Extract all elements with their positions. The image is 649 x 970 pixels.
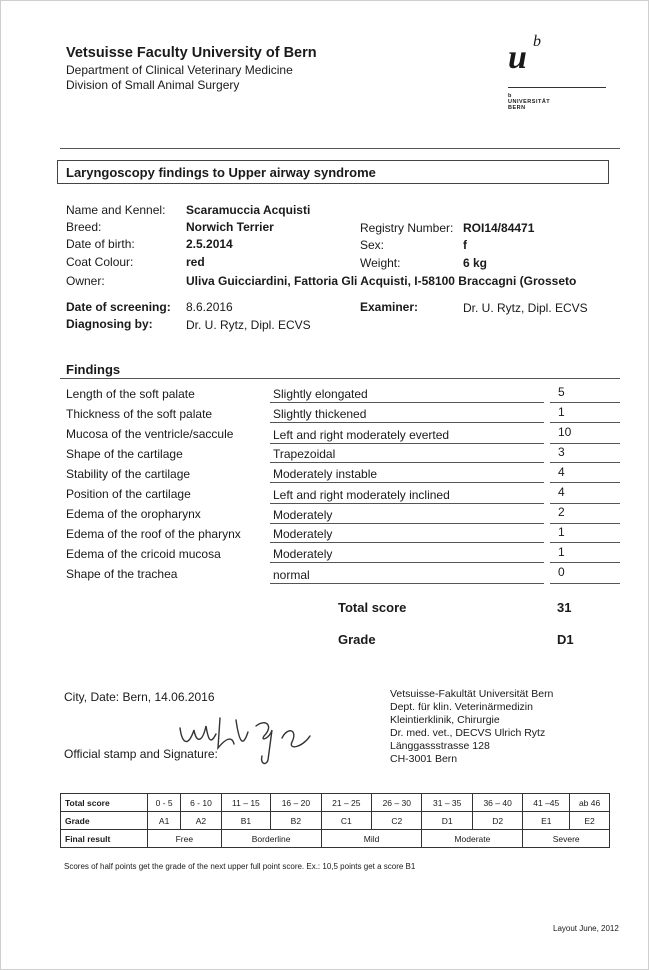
table-cell: 0 - 5 (148, 794, 181, 812)
university-logo (508, 33, 608, 118)
table-cell: Severe (523, 830, 610, 848)
logo-u: u (508, 39, 527, 76)
division-line: Division of Small Animal Surgery (66, 78, 240, 92)
examiner-label: Examiner: (360, 300, 419, 314)
finding-value: Slightly elongated (273, 387, 368, 401)
score-underline (550, 583, 620, 584)
owner-value: Uliva Guicciardini, Fattoria Gli Acquisti, I-58100 Braccagni (Grosseto (186, 274, 577, 288)
stamp-line: CH-3001 Bern (390, 753, 458, 765)
findings-rule (60, 378, 620, 379)
finding-underline (270, 462, 544, 463)
score-underline (550, 482, 620, 483)
finding-score: 4 (558, 465, 565, 479)
table-cell: 41 –45 (523, 794, 570, 812)
finding-value: Moderately (273, 547, 333, 561)
finding-score: 5 (558, 385, 565, 399)
score-underline (550, 462, 620, 463)
grade-value: D1 (557, 632, 574, 647)
finding-underline (270, 503, 544, 504)
table-cell: Free (148, 830, 222, 848)
weight-value: 6 kg (463, 256, 488, 270)
finding-value: Left and right moderately everted (273, 428, 450, 442)
table-cell: D2 (472, 812, 522, 830)
institution-title: Vetsuisse Faculty University of Bern (66, 45, 317, 61)
finding-underline (270, 562, 544, 563)
stamp-line: Dr. med. vet., DECVS Ulrich Rytz (390, 727, 546, 739)
table-cell: 6 - 10 (181, 794, 221, 812)
weight-label: Weight: (360, 256, 401, 270)
finding-score: 10 (558, 425, 572, 439)
table-cell: Total score (61, 794, 148, 812)
finding-value: Moderately (273, 508, 333, 522)
finding-score: 1 (558, 525, 565, 539)
stamp-block (390, 688, 553, 766)
name-label: Name and Kennel: (66, 203, 166, 217)
grading-note: Scores of half points get the grade of the next upper full point score. Ex.: 10,5 points get a score B1 (64, 862, 416, 871)
table-row (61, 830, 610, 848)
table-cell: C2 (372, 812, 422, 830)
stamp-line: Länggassstrasse 128 (390, 740, 490, 752)
logo-rule (508, 87, 606, 88)
score-underline (550, 523, 620, 524)
coat-label: Coat Colour: (66, 255, 134, 269)
table-row (61, 812, 610, 830)
grade-table (60, 793, 610, 848)
finding-value: Moderately (273, 527, 333, 541)
breed-label: Breed: (66, 220, 102, 234)
table-cell: B2 (271, 812, 321, 830)
finding-label: Edema of the roof of the pharynx (66, 527, 241, 541)
city-date: City, Date: Bern, 14.06.2016 (64, 690, 215, 704)
sex-label: Sex: (360, 238, 385, 252)
finding-label: Edema of the cricoid mucosa (66, 547, 221, 561)
table-cell: E1 (523, 812, 570, 830)
table-cell: E2 (570, 812, 610, 830)
stamp-line: Vetsuisse-Fakultät Universität Bern (390, 688, 554, 700)
finding-underline (270, 482, 544, 483)
table-cell: 31 – 35 (422, 794, 472, 812)
findings-heading: Findings (66, 362, 121, 377)
table-cell: A1 (148, 812, 181, 830)
total-score-value: 31 (557, 600, 572, 615)
finding-value: Left and right moderately inclined (273, 488, 450, 502)
diagnosing-value: Dr. U. Rytz, Dipl. ECVS (186, 318, 311, 332)
finding-underline (270, 542, 544, 543)
table-cell: 11 – 15 (221, 794, 270, 812)
sex-value: f (463, 238, 467, 252)
table-cell: D1 (422, 812, 472, 830)
name-value: Scaramuccia Acquisti (186, 203, 311, 217)
finding-score: 2 (558, 505, 565, 519)
finding-underline (270, 402, 544, 403)
finding-score: 4 (558, 485, 565, 499)
finding-value: Slightly thickened (273, 407, 367, 421)
finding-label: Stability of the cartilage (66, 467, 191, 481)
diagnosing-label: Diagnosing by: (66, 317, 153, 331)
table-cell: A2 (181, 812, 221, 830)
finding-label: Shape of the trachea (66, 567, 178, 581)
dob-value: 2.5.2014 (186, 237, 233, 251)
layout-date: Layout June, 2012 (553, 924, 619, 933)
score-underline (550, 562, 620, 563)
breed-value: Norwich Terrier (186, 220, 274, 234)
grade-label: Grade (338, 632, 376, 647)
score-underline (550, 542, 620, 543)
coat-value: red (186, 255, 205, 269)
department-line: Department of Clinical Veterinary Medicine (66, 63, 293, 77)
table-cell: Grade (61, 812, 148, 830)
finding-label: Thickness of the soft palate (66, 407, 213, 421)
finding-score: 0 (558, 565, 565, 579)
logo-b: b (533, 33, 541, 50)
score-underline (550, 443, 620, 444)
finding-value: Trapezoidal (273, 447, 336, 461)
registry-value: ROI14/84471 (463, 221, 535, 235)
table-cell: Mild (321, 830, 422, 848)
stamp-line: Kleintierklinik, Chirurgie (390, 714, 500, 726)
score-underline (550, 503, 620, 504)
table-cell: Final result (61, 830, 148, 848)
registry-label: Registry Number: (360, 221, 454, 235)
table-cell: 16 – 20 (271, 794, 321, 812)
screening-label: Date of screening: (66, 300, 171, 314)
stamp-line: Dept. für klin. Veterinärmedizin (390, 701, 533, 713)
form-title: Laryngoscopy findings to Upper airway syndrome (66, 165, 376, 180)
finding-underline (270, 583, 544, 584)
header-rule (60, 148, 620, 149)
finding-score: 3 (558, 445, 565, 459)
finding-label: Position of the cartilage (66, 487, 191, 501)
finding-score: 1 (558, 545, 565, 559)
logo-text: b UNIVERSITÄT BERN (508, 93, 551, 111)
table-cell: 36 – 40 (472, 794, 522, 812)
table-cell: ab 46 (570, 794, 610, 812)
dob-label: Date of birth: (66, 237, 135, 251)
finding-label: Shape of the cartilage (66, 447, 183, 461)
table-cell: 26 – 30 (372, 794, 422, 812)
finding-underline (270, 523, 544, 524)
examiner-value: Dr. U. Rytz, Dipl. ECVS (463, 301, 588, 315)
total-score-label: Total score (338, 600, 407, 615)
finding-value: normal (273, 568, 310, 582)
form-title-box (57, 160, 609, 184)
table-cell: Borderline (221, 830, 321, 848)
table-cell: 21 – 25 (321, 794, 371, 812)
finding-label: Edema of the oropharynx (66, 507, 201, 521)
stamp-signature-label: Official stamp and Signature: (64, 747, 218, 761)
owner-label: Owner: (66, 274, 105, 288)
score-underline (550, 422, 620, 423)
table-cell: C1 (321, 812, 371, 830)
table-row (61, 794, 610, 812)
table-cell: B1 (221, 812, 270, 830)
finding-score: 1 (558, 405, 565, 419)
finding-underline (270, 443, 544, 444)
screening-value: 8.6.2016 (186, 300, 233, 314)
finding-label: Length of the soft palate (66, 387, 195, 401)
score-underline (550, 402, 620, 403)
table-cell: Moderate (422, 830, 523, 848)
finding-value: Moderately instable (273, 467, 378, 481)
finding-underline (270, 422, 544, 423)
finding-label: Mucosa of the ventricle/saccule (66, 427, 234, 441)
handwritten-signature (170, 708, 320, 768)
